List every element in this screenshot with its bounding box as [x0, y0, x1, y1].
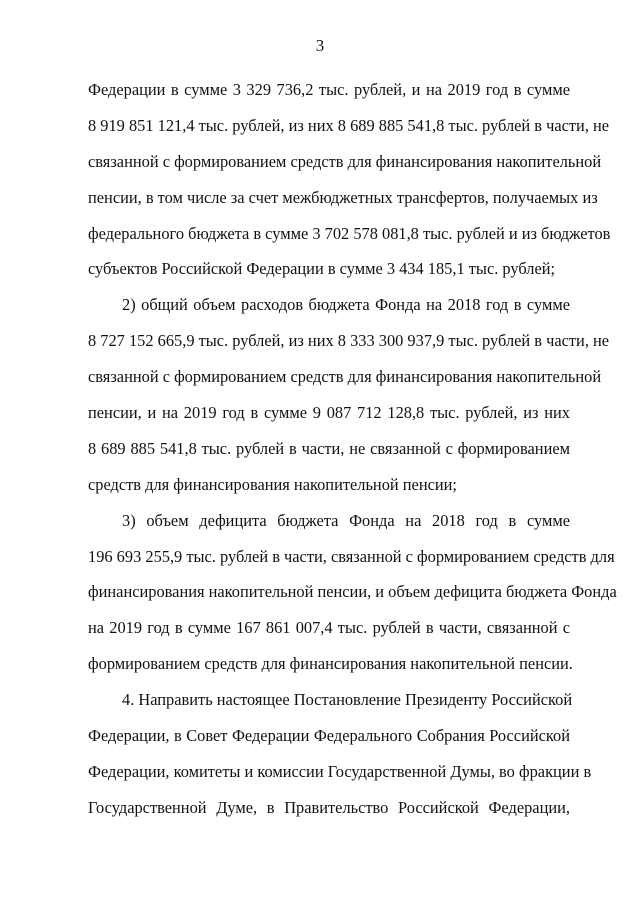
document-body	[88, 78, 617, 832]
text-line: субъектов Российской Федерации в сумме 3 434 185,1 тыс. рублей;	[88, 259, 556, 279]
text-line: финансирования накопительной пенсии, и объем дефицита бюджета Фонда	[88, 582, 617, 602]
text-line: формированием средств для финансирования накопительной пенсии.	[88, 654, 573, 674]
text-line: 8 727 152 665,9 тыс. рублей, из них 8 333 300 937,9 тыс. рублей в части, не	[88, 331, 610, 351]
text-line: 8 689 885 541,8 тыс. рублей в части, не связанной с формированием	[88, 438, 570, 458]
text-line: 2) общий объем расходов бюджета Фонда на 2018 год в сумме	[122, 295, 570, 315]
text-line: 4. Направить настоящее Постановление Президенту Российской	[122, 690, 573, 710]
text-line: Федерации в сумме 3 329 736,2 тыс. рублей, и на 2019 год в сумме	[88, 80, 570, 99]
text-line: федерального бюджета в сумме 3 702 578 081,8 тыс. рублей и из бюджетов	[88, 223, 611, 243]
text-line: Федерации, комитеты и комиссии Государственной Думы, во фракции в	[88, 761, 592, 781]
text-line: пенсии, в том числе за счет межбюджетных трансфертов, получаемых из	[88, 187, 598, 207]
text-line: 8 919 851 121,4 тыс. рублей, из них 8 689 885 541,8 тыс. рублей в части, не	[88, 115, 610, 135]
text-line: связанной с формированием средств для финансирования накопительной	[88, 151, 602, 171]
text-line: Федерации, в Совет Федерации Федерального Собрания Российской	[88, 726, 570, 746]
text-line: средств для финансирования накопительной пенсии;	[88, 474, 457, 494]
text-line: 3) объем дефицита бюджета Фонда на 2018 год в сумме	[122, 510, 570, 530]
text-line: связанной с формированием средств для финансирования накопительной	[88, 367, 602, 387]
page-number: 3	[315, 36, 325, 55]
text-line: Государственной Думе, в Правительство Российской Федерации,	[88, 797, 570, 817]
text-line: на 2019 год в сумме 167 861 007,4 тыс. рублей в части, связанной с	[88, 618, 570, 638]
text-line: 196 693 255,9 тыс. рублей в части, связанной с формированием средств для	[88, 546, 615, 566]
text-line: пенсии, и на 2019 год в сумме 9 087 712 128,8 тыс. рублей, из них	[88, 403, 570, 423]
